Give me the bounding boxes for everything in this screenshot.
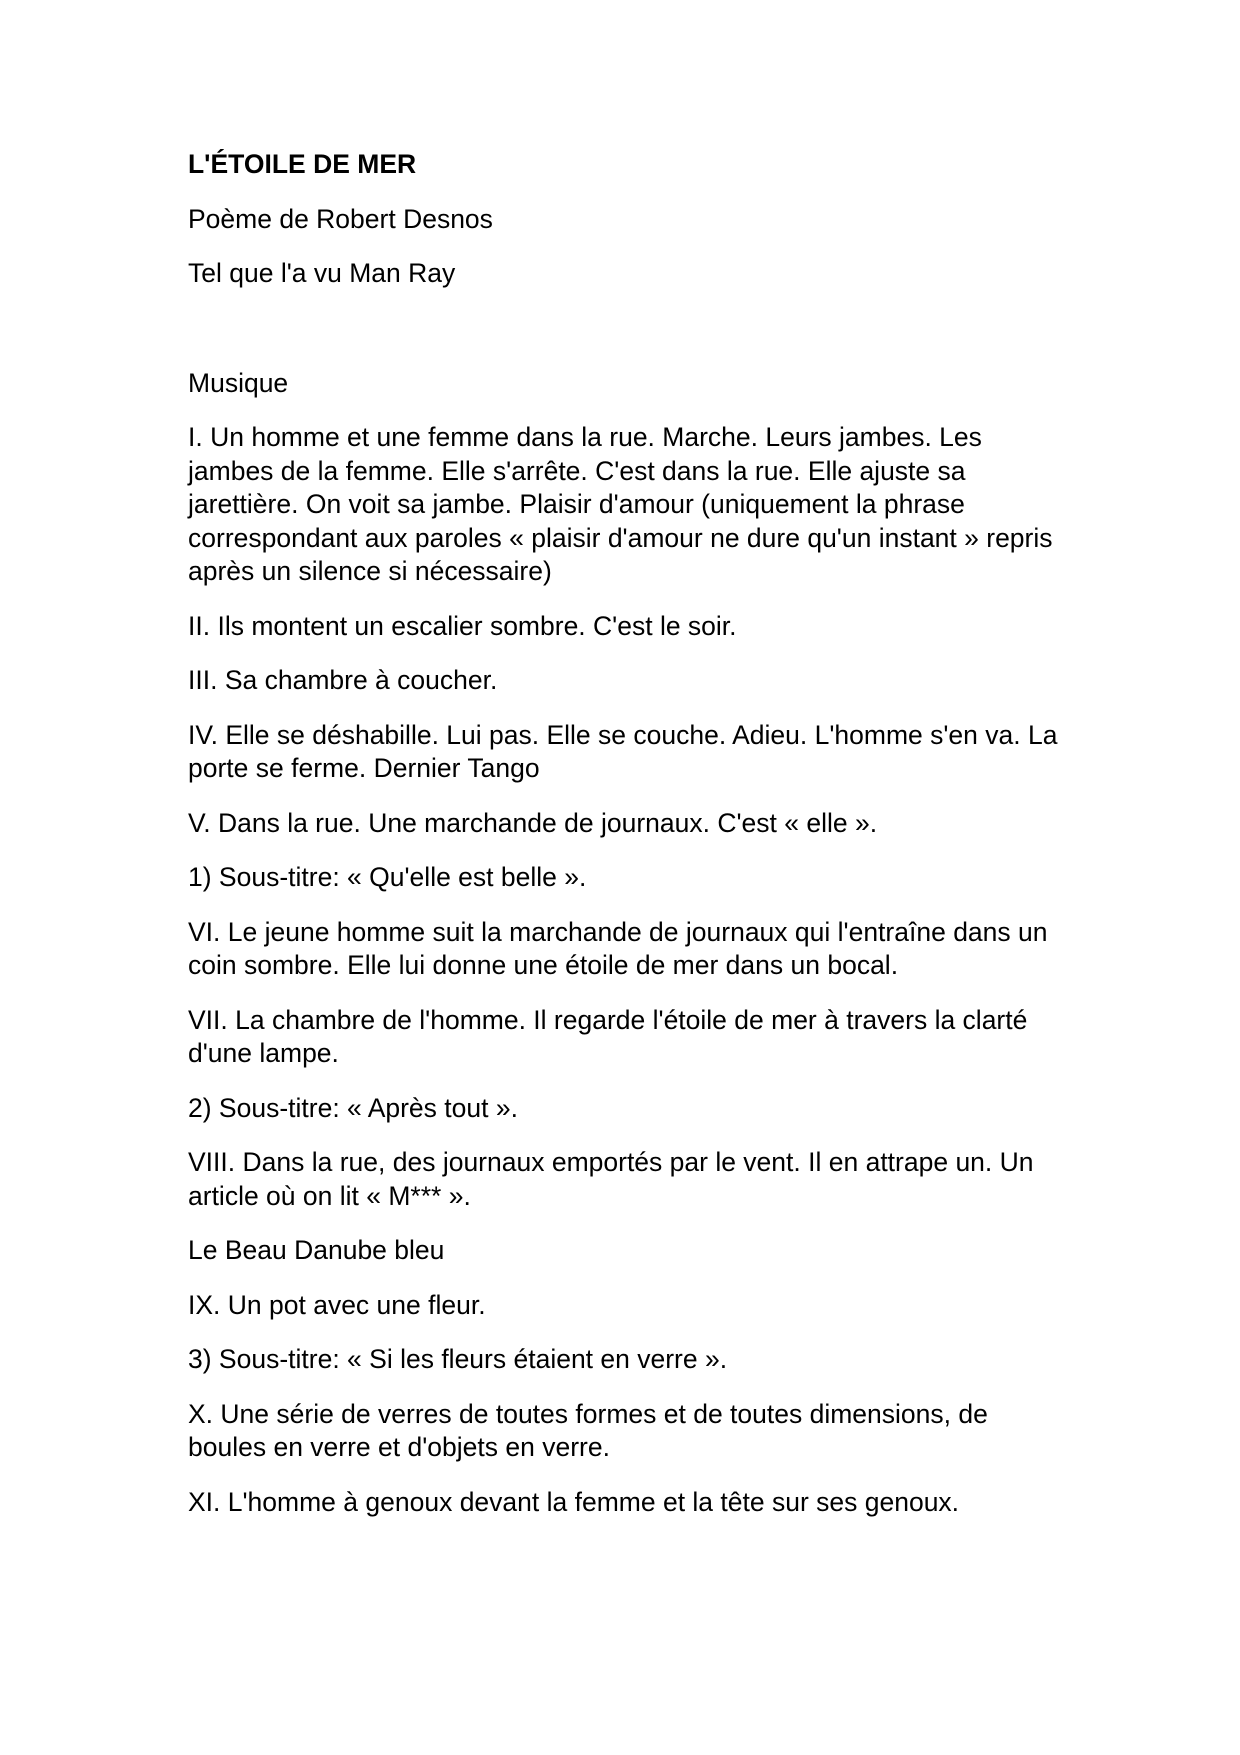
paragraph-scene-7: VII. La chambre de l'homme. Il regarde l'étoile de mer à travers la clarté d'une lampe.: [188, 1004, 1028, 1068]
document-subtitle: Poème de Robert Desnos: [188, 203, 493, 234]
paragraph-scene-10: X. Une série de verres de toutes formes et de toutes dimensions, de boules en verre et d'objets en verre.: [188, 1398, 988, 1462]
paragraph-scene-9: IX. Un pot avec une fleur.: [188, 1289, 486, 1320]
paragraph-music-danube: Le Beau Danube bleu: [188, 1235, 445, 1265]
paragraph-scene-2: II. Ils montent un escalier sombre. C'est le soir.: [188, 610, 737, 641]
paragraph-scene-1: I. Un homme et une femme dans la rue. Marche. Leurs jambes. Les jambes de la femme. Elle s'arrête. C'est dans la rue. Elle ajuste sa jarettière. On voit sa jambe. Plaisir d'amour (uniquement la phrase correspondant aux paroles « plaisir d'amour ne dure qu'un instant » repris après un silence si nécessaire): [188, 422, 1053, 586]
document-byline: Tel que l'a vu Man Ray: [188, 258, 456, 288]
paragraph-scene-5: V. Dans la rue. Une marchande de journaux. C'est « elle ».: [188, 807, 878, 838]
paragraph-music-heading: Musique: [188, 367, 289, 398]
document-title: L'ÉTOILE DE MER: [188, 149, 417, 179]
document-body: [188, 148, 1068, 1540]
paragraph-scene-4: IV. Elle se déshabille. Lui pas. Elle se couche. Adieu. L'homme s'en va. La porte se ferme. Dernier Tango: [188, 719, 1058, 783]
section-spacer: [188, 312, 1068, 367]
paragraph-scene-6: VI. Le jeune homme suit la marchande de journaux qui l'entraîne dans un coin sombre. Elle lui donne une étoile de mer dans un bocal.: [188, 916, 1048, 980]
paragraph-scene-11: XI. L'homme à genoux devant la femme et la tête sur ses genoux.: [188, 1486, 960, 1517]
paragraph-subtitle-2: 2) Sous-titre: « Après tout ».: [188, 1092, 518, 1123]
paragraph-subtitle-3: 3) Sous-titre: « Si les fleurs étaient en verre ».: [188, 1344, 728, 1374]
paragraph-scene-8: VIII. Dans la rue, des journaux emportés par le vent. Il en attrape un. Un article où on lit « M*** ».: [188, 1147, 1034, 1211]
paragraph-subtitle-1: 1) Sous-titre: « Qu'elle est belle ».: [188, 862, 587, 892]
paragraph-scene-3: III. Sa chambre à coucher.: [188, 665, 498, 695]
